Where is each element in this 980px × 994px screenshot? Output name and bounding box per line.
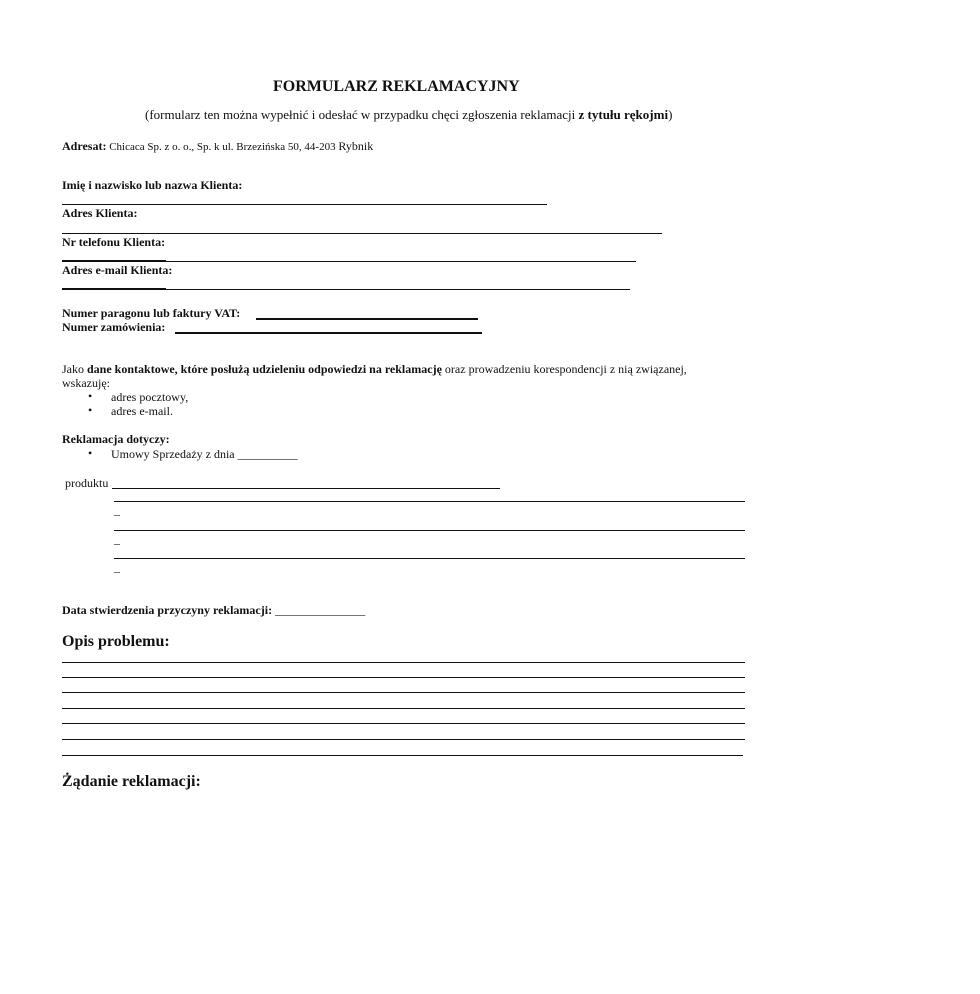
client-name-label: Imię i nazwisko lub nazwa Klienta:	[62, 178, 243, 192]
client-address-field[interactable]	[62, 233, 662, 234]
bullet: •	[88, 389, 93, 403]
contact-paragraph-cont: wskazuję:	[62, 376, 110, 390]
problem-line[interactable]	[62, 708, 745, 709]
contact-option-postal[interactable]: adres pocztowy,	[111, 390, 189, 404]
problem-line[interactable]	[62, 662, 745, 663]
form-title: FORMULARZ REKLAMACYJNY	[273, 78, 520, 95]
bullet: •	[88, 446, 93, 460]
client-email-label: Adres e-mail Klienta:	[62, 263, 173, 277]
client-name-field[interactable]	[62, 204, 547, 205]
problem-line[interactable]	[62, 739, 745, 740]
problem-line[interactable]	[62, 723, 745, 724]
demand-label: Żądanie reklamacji:	[62, 773, 201, 790]
addressee: Adresat: Chicaca Sp. z o. o., Sp. k ul. Brzezińska 50, 44-203 Rybnik	[62, 139, 374, 153]
client-phone-underline	[62, 260, 166, 262]
form-subtitle: (formularz ten można wypełnić i odesłać w przypadku chęci zgłoszenia reklamacji z tytułu rękojmi)	[145, 107, 673, 122]
product-field-4[interactable]	[114, 558, 745, 559]
client-address-label: Adres Klienta:	[62, 206, 138, 220]
dash: –	[114, 536, 120, 550]
problem-line[interactable]	[62, 755, 743, 756]
product-label: produktu	[65, 476, 109, 490]
dash: –	[114, 507, 120, 521]
problem-line[interactable]	[62, 692, 745, 693]
complaint-label: Reklamacja dotyczy:	[62, 432, 170, 446]
contact-option-email[interactable]: adres e-mail.	[111, 404, 173, 418]
receipt-label: Numer paragonu lub faktury VAT:	[62, 306, 241, 320]
order-number-field[interactable]	[175, 332, 482, 334]
problem-label: Opis problemu:	[62, 633, 170, 650]
dash: –	[114, 564, 120, 578]
client-email-underline	[62, 288, 166, 290]
product-field-3[interactable]	[114, 530, 745, 531]
product-field-1[interactable]	[112, 488, 500, 489]
receipt-field[interactable]	[256, 318, 478, 320]
contact-paragraph: Jako dane kontaktowe, które posłużą udzieleniu odpowiedzi na reklamację oraz prowadzeniu korespondencji z nią związanej,	[62, 362, 687, 376]
date-row[interactable]: Data stwierdzenia przyczyny reklamacji: _______________	[62, 603, 366, 617]
client-phone-label: Nr telefonu Klienta:	[62, 235, 166, 249]
contract-date-field[interactable]: Umowy Sprzedaży z dnia __________	[111, 447, 298, 461]
client-email-field[interactable]	[166, 289, 630, 290]
order-number-label: Numer zamówienia:	[62, 320, 166, 334]
product-field-2[interactable]	[114, 501, 745, 502]
client-phone-field[interactable]	[166, 261, 636, 262]
bullet: •	[88, 403, 93, 417]
problem-line[interactable]	[62, 677, 745, 678]
